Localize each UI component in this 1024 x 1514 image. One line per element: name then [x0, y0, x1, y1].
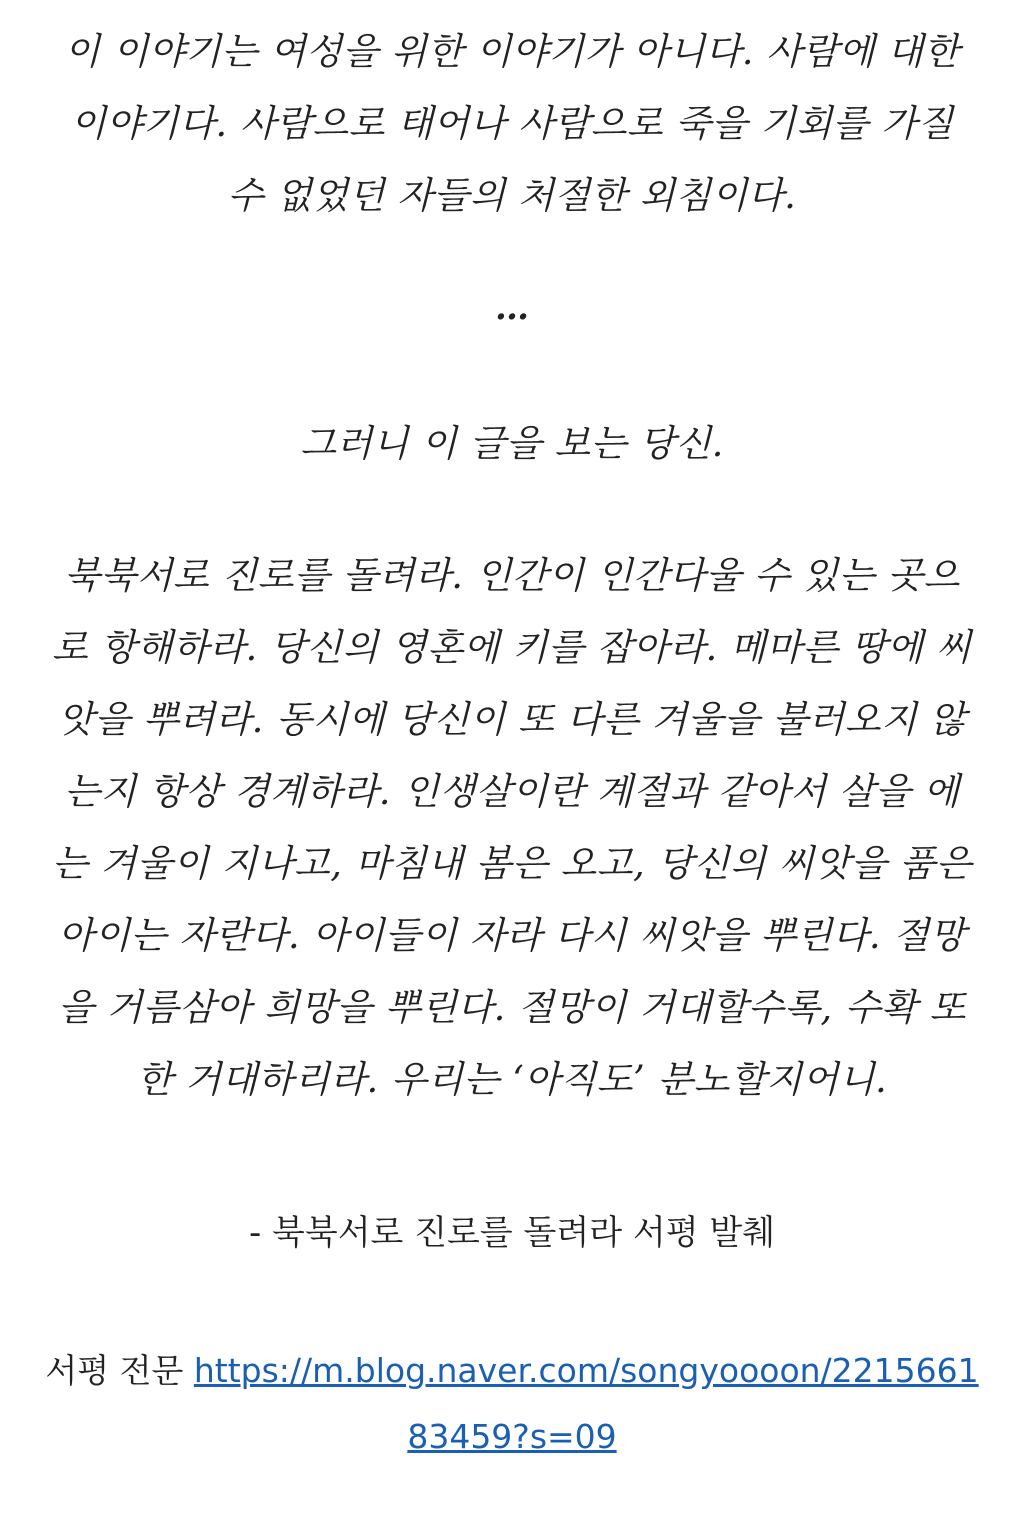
source-note: - 북북서로 진로를 돌려라 서평 발췌: [248, 1213, 776, 1253]
intro-paragraph: 이 이야기는 여성을 위한 이야기가 아니다. 사람에 대한 이야기다. 사람으로 태어나 사람으로 죽을 기회를 가질 수 없었던 자들의 처절한 외침이다.: [64, 30, 960, 217]
body-paragraph: 북북서로 진로를 돌려라. 인간이 인간다울 수 있는 곳으로 항해하라. 당신의 영혼에 키를 잡아라. 메마른 땅에 씨앗을 뿌려라. 동시에 당신이 또 다른 겨울을 불러오지 않는지 항상 경계하라. 인생살이란 계절과 같아서 살을 에는 겨울이 지나고, 마침내 봄은 오고, 당신의 씨앗을 품은 아이는 자란다. 아이들이 자라 다시 씨앗을 뿌린다. 절망을 거름삼아 희망을 뿌린다. 절망이 거대할수록, 수확 또한 거대하리라. 우리는 ‘아직도’ 분노할지어니.: [52, 554, 972, 1101]
section-ellipsis: …: [495, 288, 529, 328]
review-label: 서평 전문: [45, 1351, 194, 1390]
address-paragraph: 그러니 이 글을 보는 당신.: [300, 422, 724, 465]
review-link-line: [40, 1338, 984, 1470]
review-link[interactable]: https://m.blog.naver.com/songyoooon/221566183459?s=09: [193, 1351, 979, 1456]
